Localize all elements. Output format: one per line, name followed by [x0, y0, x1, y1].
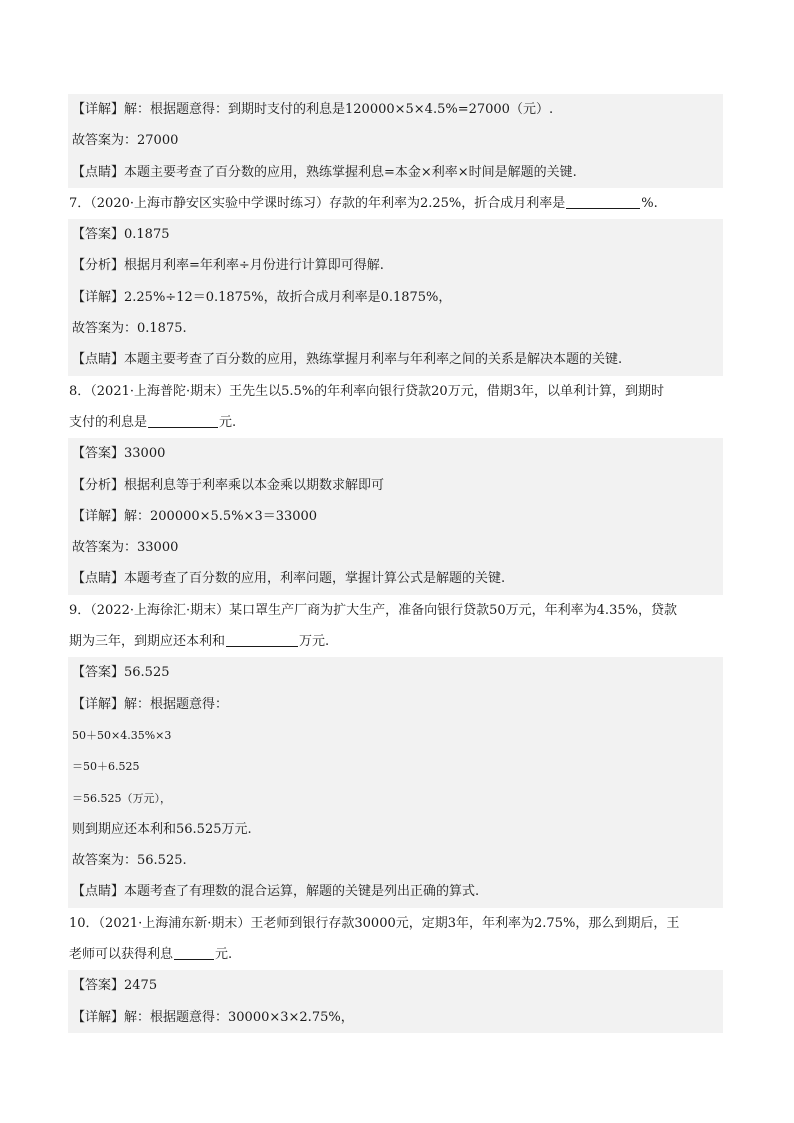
- question-9-text: 期为三年，到期应还本利和: [69, 634, 226, 650]
- q6-comment: 【点睛】本题主要考查了百分数的应用，熟练掌握利息=本金×利率×时间是解题的关键.: [68, 157, 723, 188]
- question-9-line-2: [68, 626, 723, 657]
- q8-analysis: 【分析】根据利息等于利率乘以本金乘以期数求解即可: [68, 470, 723, 501]
- q8-comment: 【点睛】本题考查了百分数的应用，利率问题，掌握计算公式是解题的关键.: [68, 563, 723, 594]
- q7-comment: 【点睛】本题主要考查了百分数的应用，熟练掌握月利率与年利率之间的关系是解决本题的关键.: [68, 344, 723, 375]
- question-7-text: 7．（2020·上海市静安区实验中学课时练习）存款的年利率为2.25%，折合成月利率是: [69, 195, 566, 211]
- q9-answer-statement: 故答案为：56.525.: [68, 845, 723, 876]
- q9-step-3: ＝56.525（万元），: [68, 783, 723, 814]
- question-9-line-1: 9．（2022·上海徐汇·期末）某口罩生产厂商为扩大生产，准备向银行贷款50万元，年利率为4.35%，贷款: [69, 602, 677, 618]
- q7-answer-statement: 故答案为：0.1875.: [68, 313, 723, 344]
- q9-comment: 【点睛】本题考查了有理数的混合运算，解题的关键是列出正确的算式.: [68, 876, 723, 907]
- question-10-text: 老师可以获得利息: [69, 947, 174, 963]
- q10-answer: 【答案】2475: [68, 970, 723, 1001]
- answer-blank: [566, 194, 640, 209]
- q7-detail: 【详解】2.25%÷12＝0.1875%，故折合成月利率是0.1875%，: [68, 282, 723, 313]
- question-10-line-1: 10．（2021·上海浦东新·期末）王老师到银行存款30000元，定期3年，年利率为2.75%，那么到期后，王: [69, 915, 680, 931]
- q6-detail: 【详解】解：根据题意得：到期时支付的利息是120000×5×4.5%=27000（元）.: [68, 94, 723, 125]
- q8-detail: 【详解】解：200000×5.5%×3＝33000: [68, 501, 723, 532]
- answer-blank: [174, 945, 214, 960]
- document-body: [68, 94, 723, 1033]
- q8-answer: 【答案】33000: [68, 438, 723, 469]
- answer-blank: [148, 413, 218, 428]
- question-10-suffix: 元.: [215, 947, 233, 963]
- question-8-line-2: [68, 407, 723, 438]
- question-7: [68, 188, 723, 219]
- q7-analysis: 【分析】根据月利率=年利率÷月份进行计算即可得解.: [68, 250, 723, 281]
- q7-answer: 【答案】0.1875: [68, 219, 723, 250]
- q6-answer-statement: 故答案为：27000: [68, 125, 723, 156]
- q9-step-1: 50＋50×4.35%×3: [68, 720, 723, 751]
- question-8-suffix: 元.: [219, 414, 237, 430]
- question-8-text: 支付的利息是: [69, 414, 148, 430]
- q9-conclusion: 则到期应还本利和56.525万元.: [68, 814, 723, 845]
- question-8-line-1: 8．（2021·上海普陀·期末）王先生以5.5%的年利率向银行贷款20万元，借期3年，以单利计算，到期时: [69, 383, 664, 399]
- q10-detail: 【详解】解：根据题意得：30000×3×2.75%，: [68, 1002, 723, 1033]
- q9-step-2: ＝50＋6.525: [68, 751, 723, 782]
- question-9-suffix: 万元.: [299, 634, 330, 650]
- question-7-suffix: %.: [641, 195, 658, 211]
- question-10-line-2: [68, 939, 723, 970]
- q9-detail: 【详解】解：根据题意得：: [68, 689, 723, 720]
- q8-answer-statement: 故答案为：33000: [68, 532, 723, 563]
- answer-blank: [226, 632, 298, 647]
- q9-answer: 【答案】56.525: [68, 657, 723, 688]
